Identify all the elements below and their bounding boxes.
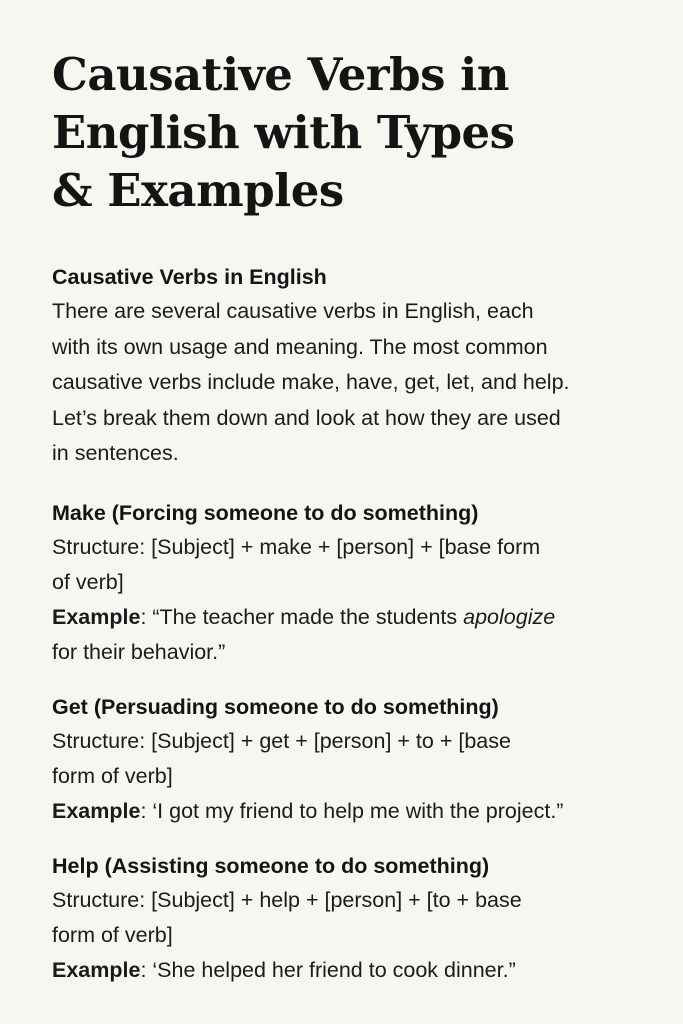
- example-text: : ‘I got my friend to help me with the project.”: [140, 798, 564, 823]
- example-text: : “The teacher made the students: [140, 604, 464, 629]
- structure-line: Structure: [Subject] + make + [person] + [base form: [52, 534, 541, 559]
- paragraph-line: in sentences.: [52, 441, 179, 465]
- title-line: & Examples: [52, 164, 344, 217]
- section-heading: Get (Persuading someone to do something): [52, 694, 499, 719]
- example-label: Example: [52, 798, 141, 823]
- title-line: Causative Verbs in: [52, 48, 509, 101]
- example-line-continued: for their behavior.”: [52, 639, 226, 664]
- example-line: [52, 600, 643, 635]
- structure-line: of verb]: [52, 569, 124, 594]
- paragraph-line: Let’s break them down and look at how they are used: [52, 405, 561, 430]
- example-line: [52, 953, 643, 988]
- intro-paragraph: [52, 294, 643, 472]
- example-text: : ‘She helped her friend to cook dinner.”: [140, 957, 516, 982]
- section-make: [52, 496, 643, 670]
- paragraph-line: causative verbs include make, have, get, let, and help.: [52, 370, 570, 394]
- article-title: [52, 46, 643, 220]
- example-label: Example: [52, 604, 141, 629]
- structure-line: form of verb]: [52, 922, 173, 947]
- structure-line: Structure: [Subject] + get + [person] + to + [base: [52, 728, 511, 753]
- title-line: English with Types: [52, 106, 515, 159]
- intro-heading: Causative Verbs in English: [52, 265, 327, 289]
- paragraph-line: There are several causative verbs in English, each: [52, 299, 534, 323]
- section-help: [52, 849, 643, 988]
- example-label: Example: [52, 957, 141, 982]
- section-heading: Make (Forcing someone to do something): [52, 500, 479, 525]
- section-get: [52, 690, 643, 829]
- section-heading: Help (Assisting someone to do something): [52, 853, 490, 878]
- example-italic-word: apologize: [463, 604, 556, 629]
- example-line: [52, 794, 643, 829]
- structure-line: Structure: [Subject] + help + [person] + [to + base: [52, 887, 522, 912]
- paragraph-line: with its own usage and meaning. The most common: [52, 334, 548, 359]
- intro-section: [52, 260, 643, 472]
- structure-line: form of verb]: [52, 763, 173, 788]
